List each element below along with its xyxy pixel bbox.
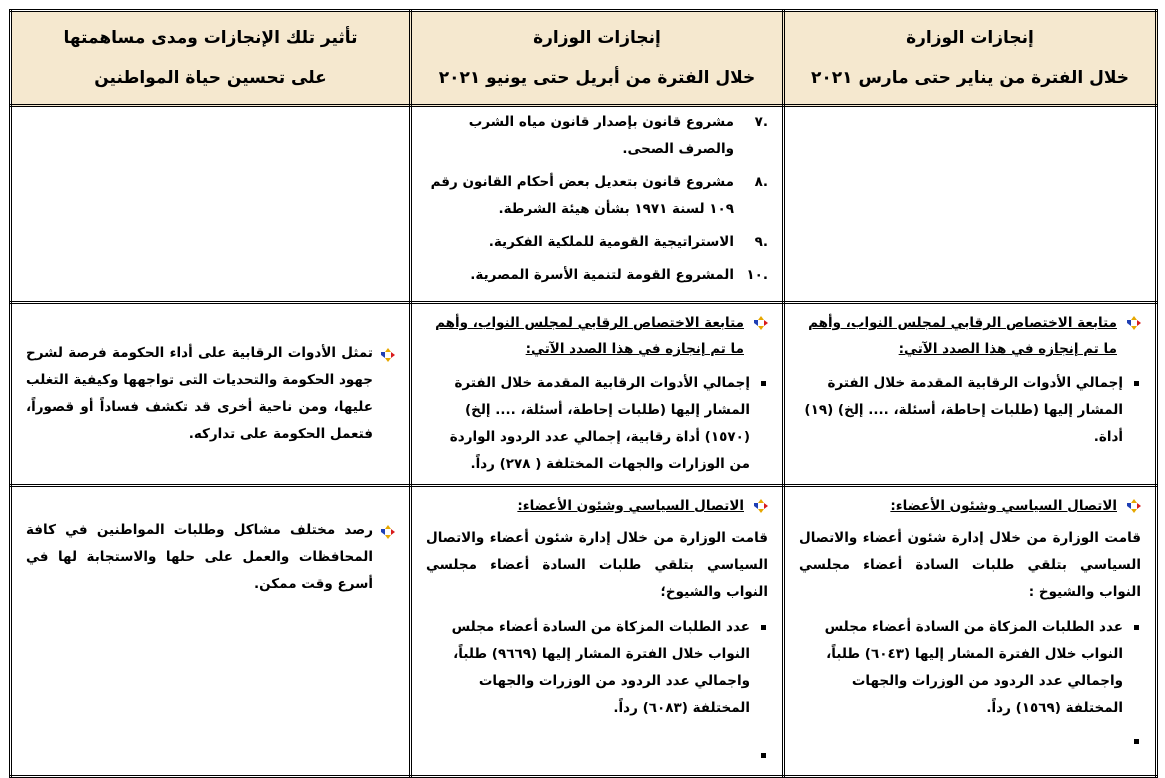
political-heading-q1 <box>799 493 1141 519</box>
empty-bullet <box>799 728 1141 755</box>
empty-bullet <box>426 742 768 769</box>
political-heading-text: الاتصال السياسي وشئون الأعضاء: <box>517 498 744 514</box>
bullet-square-icon <box>761 381 766 386</box>
header-q1 <box>784 11 1157 106</box>
row-laws-impact <box>11 106 411 303</box>
political-bullet-q1 <box>799 614 1141 722</box>
political-heading-text: الاتصال السياسي وشئون الأعضاء: <box>890 498 1117 514</box>
oversight-heading-text: متابعة الاختصاص الرقابي لمجلس النواب، وأهم ما تم إنجازه في هذا الصدد الآتي: <box>808 315 1117 357</box>
political-bullet-text: عدد الطلبات المزكاة من السادة أعضاء مجلس النواب خلال الفترة المشار إليها (٦٠٤٣) طلباً، واجمالي عدد الردود من الوزرات والجهات المختلفة (١٥٦٩) رداً. <box>824 619 1123 716</box>
header-impact <box>11 11 411 106</box>
political-impact <box>26 517 395 598</box>
arrow-marker-icon <box>754 316 768 330</box>
header-q1-title: إنجازات الوزارة <box>906 28 1034 48</box>
header-q2 <box>411 11 784 106</box>
bullet-square-icon <box>1134 381 1139 386</box>
row-political <box>11 486 1157 777</box>
header-q2-period: خلال الفترة من أبريل حتى يونيو ٢٠٢١ <box>438 68 756 88</box>
row-laws-q2 <box>411 106 784 303</box>
bullet-square-icon <box>1134 625 1139 630</box>
item-number: .١٠ <box>746 267 768 283</box>
oversight-heading-q2 <box>426 310 768 362</box>
oversight-heading-q1 <box>799 310 1141 362</box>
political-heading-q2 <box>426 493 768 519</box>
oversight-bullet-q1 <box>799 370 1141 451</box>
achievements-table-wrapper <box>9 9 1155 778</box>
item-text: الاستراتيجية القومية للملكية الفكرية. <box>488 234 734 250</box>
achievements-table <box>9 9 1158 778</box>
oversight-impact <box>26 340 395 448</box>
arrow-marker-icon <box>1127 316 1141 330</box>
item-text: مشروع قانون بتعديل بعض أحكام القانون رقم ١٠٩ لسنة ١٩٧١ بشأن هيئة الشرطة. <box>430 174 734 217</box>
row-oversight-impact <box>11 303 411 486</box>
item-text: المشروع القومة لتنمية الأسرة المصرية. <box>470 267 734 283</box>
header-row <box>11 11 1157 106</box>
header-q1-period: خلال الفترة من يناير حتى مارس ٢٠٢١ <box>811 68 1129 88</box>
oversight-heading-text: متابعة الاختصاص الرقابي لمجلس النواب، وأهم ما تم إنجازه في هذا الصدد الآتي: <box>435 315 744 357</box>
header-impact-subtitle: على تحسين حياة المواطنين <box>94 68 327 88</box>
row-oversight-q1 <box>784 303 1157 486</box>
political-bullet-text: عدد الطلبات المزكاة من السادة أعضاء مجلس النواب خلال الفترة المشار إليها (٩٦٦٩) طلباً، واجمالي عدد الردود من الوزرات والجهات المختلفة (٦٠٨٣) رداً. <box>451 619 750 716</box>
arrow-marker-icon <box>381 525 395 539</box>
political-paragraph-q1: قامت الوزارة من خلال إدارة شئون أعضاء والاتصال السياسي بتلقي طلبات السادة أعضاء مجلسي النواب والشيوخ : <box>799 530 1141 600</box>
oversight-bullet-text: إجمالي الأدوات الرقابية المقدمة خلال الفترة المشار إليها (طلبات إحاطة، أسئلة، .... إلخ) (١٥٧٠) أداة رقابية، إجمالي عدد الردود الواردة من الوزارات والجهات المختلفة ( ٢٧٨) رداً. <box>449 375 750 472</box>
header-q2-title: إنجازات الوزارة <box>533 28 661 48</box>
row-political-q1 <box>784 486 1157 777</box>
row-political-q2 <box>411 486 784 777</box>
list-item <box>426 229 768 256</box>
bullet-square-icon <box>761 753 766 758</box>
political-bullet-q2 <box>426 614 768 722</box>
item-text: مشروع قانون بإصدار قانون مياه الشرب والصرف الصحى. <box>468 114 734 157</box>
bullet-square-icon <box>761 625 766 630</box>
political-paragraph-q2: قامت الوزارة من خلال إدارة شئون أعضاء والاتصال السياسي بتلقي طلبات السادة أعضاء مجلسي النواب والشيوخ؛ <box>426 530 768 600</box>
political-impact-text: رصد مختلف مشاكل وطلبات المواطنين في كافة المحافظات والعمل على حلها والاستجابة لها في أسرع وقت ممكن. <box>26 522 373 592</box>
bullet-square-icon <box>1134 739 1139 744</box>
arrow-marker-icon <box>1127 499 1141 513</box>
row-oversight <box>11 303 1157 486</box>
oversight-impact-text: تمثل الأدوات الرقابية على أداء الحكومة فرصة لشرح جهود الحكومة والتحديات التى تواجهها وكيفية التغلب عليها، ومن ناحية أخرى قد تكشف فساداً أو قصوراً، فتعمل الحكومة على تداركه. <box>26 345 373 442</box>
list-item <box>426 169 768 223</box>
item-number: .٩ <box>754 234 768 250</box>
laws-list <box>426 109 768 289</box>
row-laws <box>11 106 1157 303</box>
arrow-marker-icon <box>381 348 395 362</box>
header-impact-title: تأثير تلك الإنجازات ومدى مساهمتها <box>63 28 358 48</box>
list-item <box>426 262 768 289</box>
list-item <box>426 109 768 163</box>
arrow-marker-icon <box>754 499 768 513</box>
oversight-bullet-q2 <box>426 370 768 478</box>
row-laws-q1 <box>784 106 1157 303</box>
item-number: .٨ <box>754 174 768 190</box>
oversight-bullet-text: إجمالي الأدوات الرقابية المقدمة خلال الفترة المشار إليها (طلبات إحاطة، أسئلة، .... إلخ) (١٩) أداة. <box>804 375 1123 445</box>
row-oversight-q2 <box>411 303 784 486</box>
row-political-impact <box>11 486 411 777</box>
item-number: .٧ <box>754 114 768 130</box>
